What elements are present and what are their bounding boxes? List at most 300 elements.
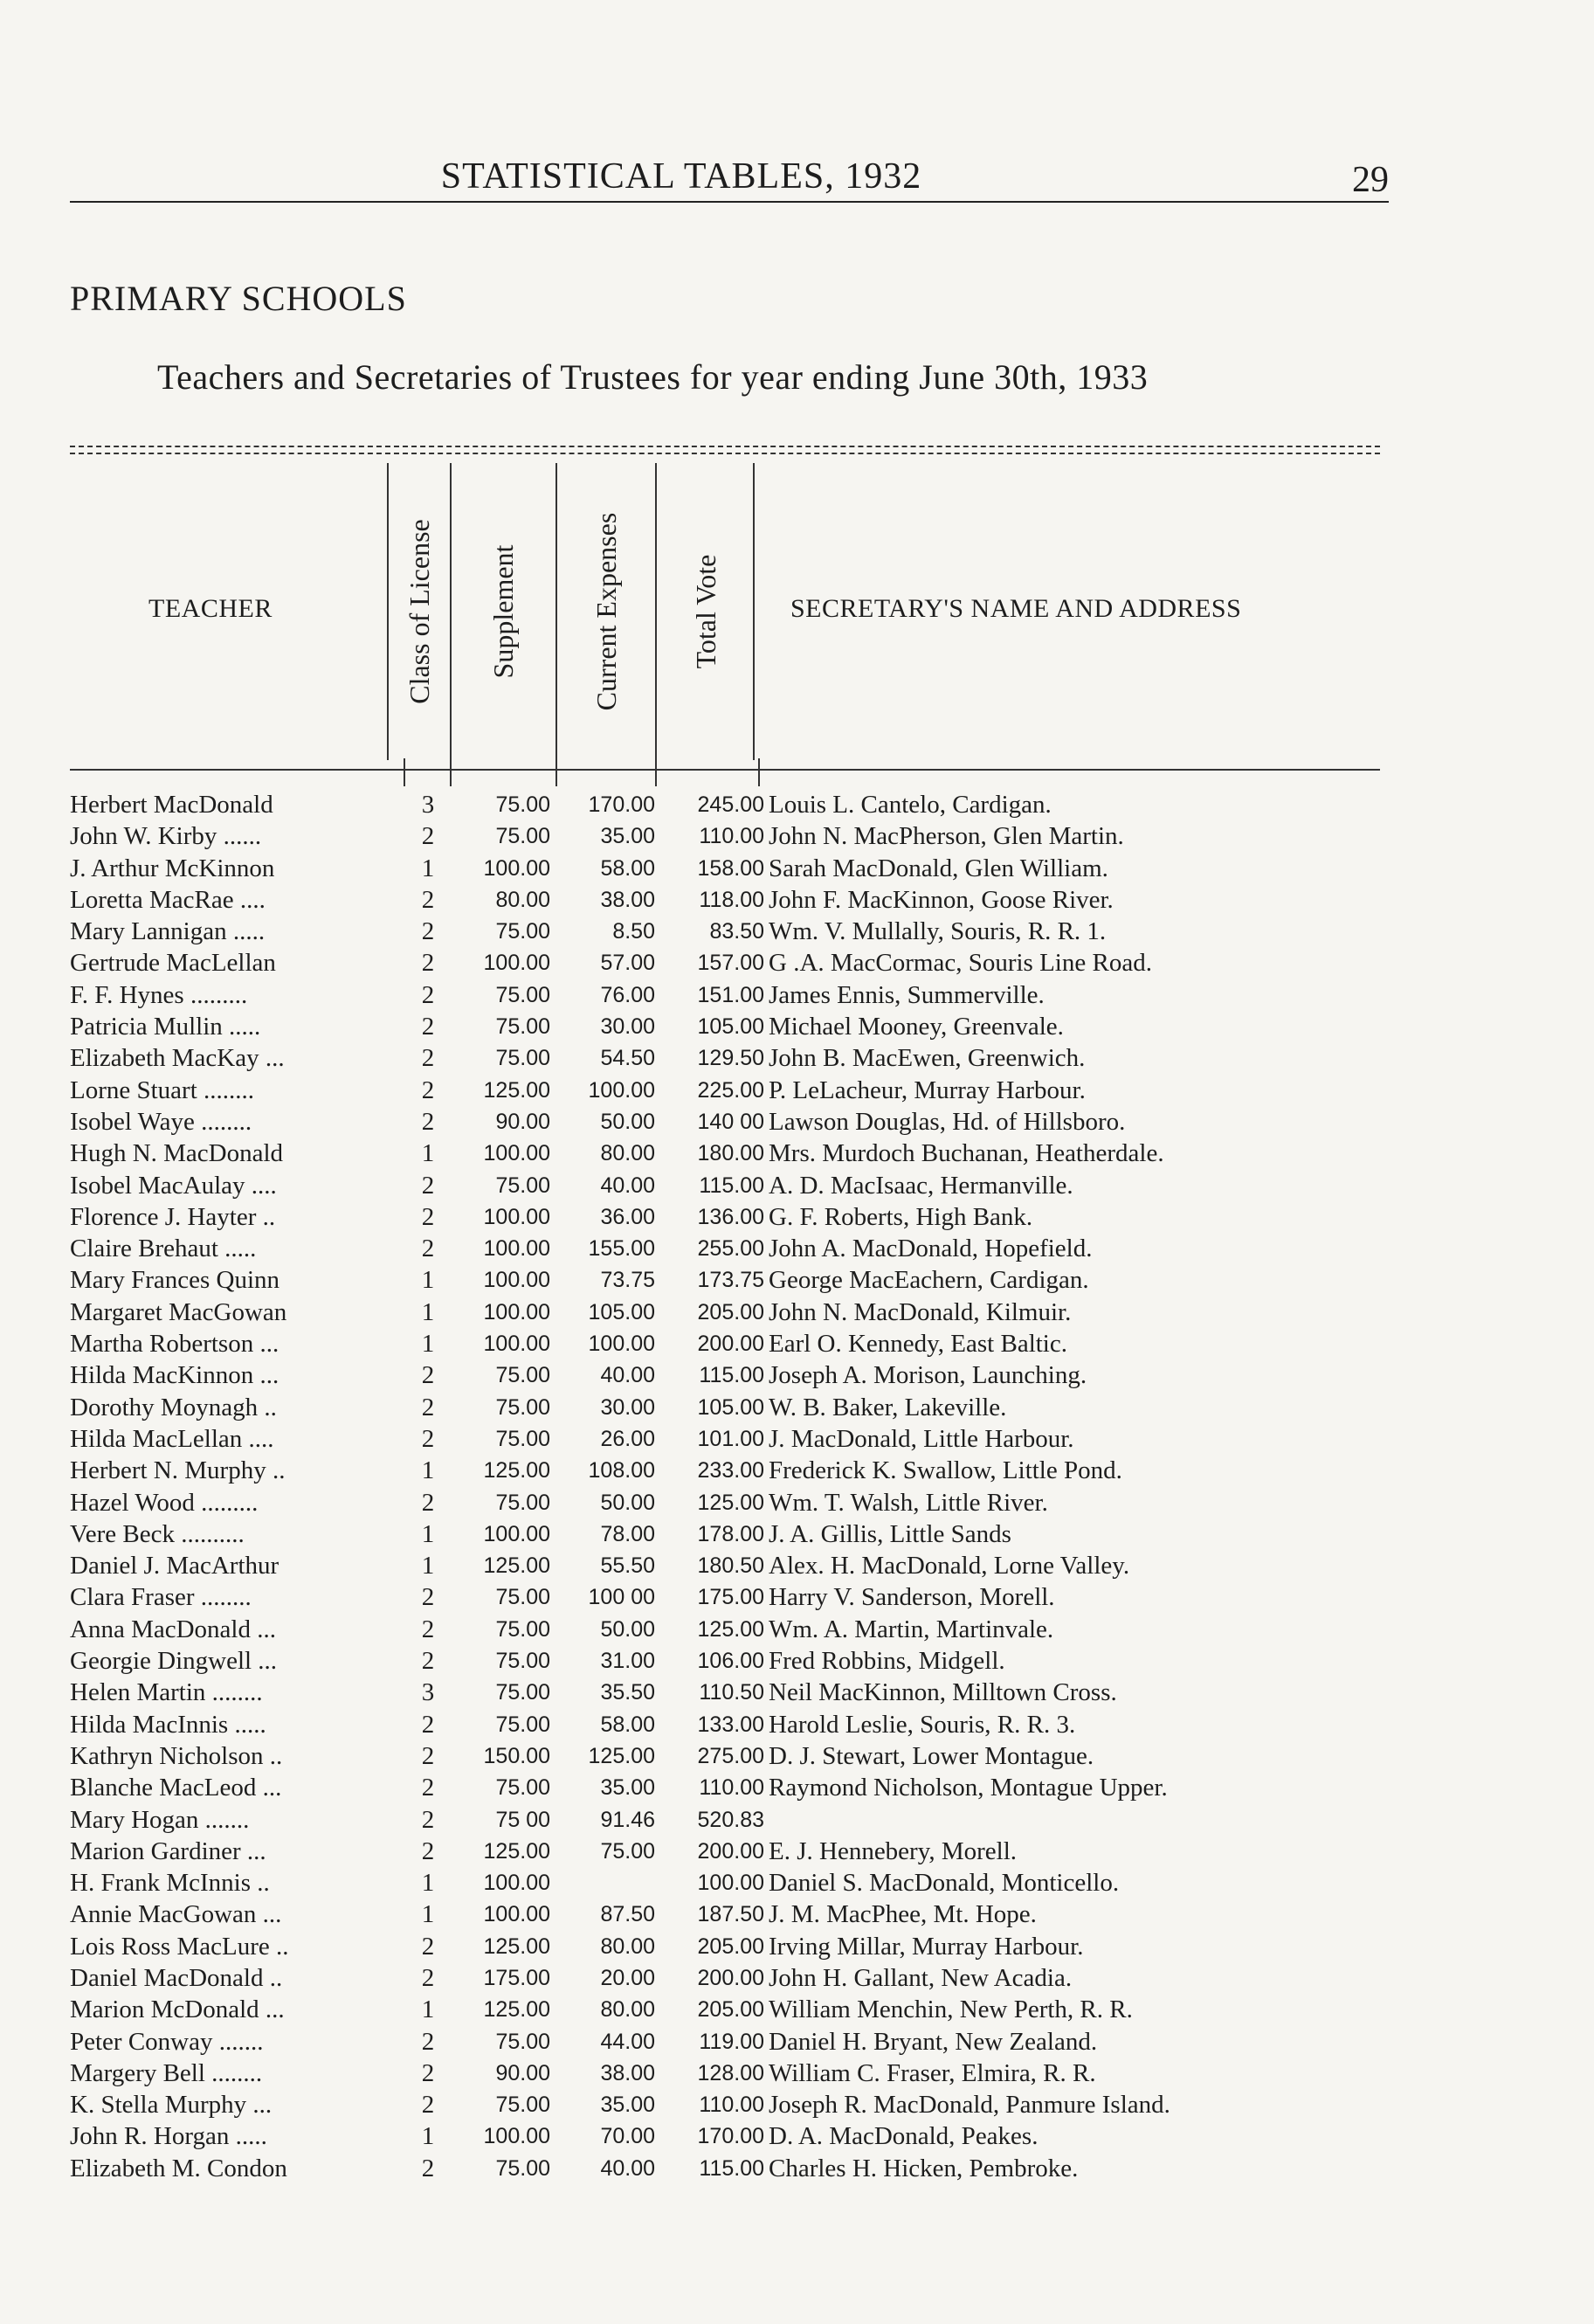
total-vote-value: 205.00 bbox=[697, 1933, 764, 1959]
total-vote-value: 180.00 bbox=[697, 1141, 764, 1166]
class-of-license: 2 bbox=[421, 1044, 435, 1073]
class-of-license: 3 bbox=[421, 791, 435, 819]
total-vote-value: 157.00 bbox=[697, 951, 764, 976]
secretary-name-address: E. J. Hennebery, Morell. bbox=[769, 1836, 1018, 1865]
secretary-name-address: John N. MacPherson, Glen Martin. bbox=[769, 822, 1124, 851]
teacher-name: Florence J. Hayter .. bbox=[70, 1202, 276, 1231]
supplement-value: 75.00 bbox=[495, 1712, 550, 1737]
total-vote-value: 101.00 bbox=[697, 1426, 764, 1451]
class-of-license: 2 bbox=[421, 1235, 435, 1263]
class-of-license: 2 bbox=[421, 1424, 435, 1453]
total-vote-value: 173.75 bbox=[697, 1268, 764, 1293]
teacher-name: Anna MacDonald ... bbox=[70, 1615, 276, 1643]
teacher-name: Loretta MacRae .... bbox=[70, 885, 266, 914]
class-of-license: 2 bbox=[421, 1647, 435, 1676]
teacher-name: Marion McDonald ... bbox=[70, 1995, 285, 2024]
current-expenses-value: 108.00 bbox=[588, 1458, 655, 1484]
column-tick bbox=[655, 758, 657, 786]
column-header-teacher: TEACHER bbox=[148, 594, 273, 623]
supplement-value: 75.00 bbox=[495, 1363, 550, 1388]
total-vote-value: 110.50 bbox=[699, 1680, 764, 1705]
current-expenses-value: 100.00 bbox=[588, 1077, 655, 1103]
teacher-name: Vere Beck .......... bbox=[70, 1519, 245, 1548]
class-of-license: 2 bbox=[421, 2091, 435, 2120]
table-row bbox=[0, 1455, 1594, 1486]
class-of-license: 2 bbox=[421, 1076, 435, 1104]
teacher-name: Margaret MacGowan bbox=[70, 1297, 287, 1326]
secretary-name-address: Wm. V. Mullally, Souris, R. R. 1. bbox=[769, 917, 1107, 946]
total-vote-value: 200.00 bbox=[697, 1331, 764, 1357]
class-of-license: 2 bbox=[421, 1805, 435, 1834]
total-vote-value: 128.00 bbox=[697, 2060, 764, 2085]
total-vote-value: 255.00 bbox=[697, 1236, 764, 1262]
table-row bbox=[0, 884, 1594, 916]
secretary-name-address: John B. MacEwen, Greenwich. bbox=[769, 1044, 1086, 1073]
table-row bbox=[0, 2058, 1594, 2089]
total-vote-value: 100.00 bbox=[697, 1871, 764, 1896]
class-of-license: 2 bbox=[421, 822, 435, 851]
table-row bbox=[0, 1899, 1594, 1930]
total-vote-value: 205.00 bbox=[697, 1299, 764, 1325]
current-expenses-value: 80.00 bbox=[600, 1997, 655, 2023]
current-expenses-value: 8.50 bbox=[612, 919, 655, 944]
class-of-license: 1 bbox=[421, 1519, 435, 1548]
secretary-name-address: Charles H. Hicken, Pembroke. bbox=[769, 2154, 1079, 2182]
supplement-value: 75.00 bbox=[495, 1046, 550, 1071]
supplement-value: 80.00 bbox=[495, 887, 550, 912]
supplement-value: 125.00 bbox=[483, 1997, 550, 2023]
column-divider bbox=[387, 463, 389, 760]
supplement-value: 75.00 bbox=[495, 919, 550, 944]
page-number: 29 bbox=[1352, 160, 1389, 200]
current-expenses-value: 78.00 bbox=[600, 1521, 655, 1546]
secretary-name-address: Louis L. Cantelo, Cardigan. bbox=[769, 791, 1052, 819]
teacher-name: Hazel Wood ......... bbox=[70, 1488, 259, 1517]
secretary-name-address: John H. Gallant, New Acadia. bbox=[769, 1963, 1073, 1992]
column-divider bbox=[753, 463, 755, 760]
class-of-license: 2 bbox=[421, 1836, 435, 1865]
supplement-value: 90.00 bbox=[495, 2060, 550, 2085]
supplement-value: 125.00 bbox=[483, 1838, 550, 1864]
class-of-license: 1 bbox=[421, 1995, 435, 2024]
teacher-name: John W. Kirby ...... bbox=[70, 822, 262, 851]
supplement-value: 75.00 bbox=[495, 1172, 550, 1198]
table-row bbox=[0, 1487, 1594, 1518]
supplement-value: 90.00 bbox=[495, 1109, 550, 1134]
table-row bbox=[0, 916, 1594, 947]
class-of-license: 2 bbox=[421, 949, 435, 978]
secretary-name-address: John N. MacDonald, Kilmuir. bbox=[769, 1297, 1072, 1326]
section-title: PRIMARY SCHOOLS bbox=[70, 279, 407, 318]
class-of-license: 2 bbox=[421, 1963, 435, 1992]
table-row bbox=[0, 1042, 1594, 1074]
table-row bbox=[0, 947, 1594, 979]
teacher-name: Herbert MacDonald bbox=[70, 791, 273, 819]
teacher-name: Helen Martin ........ bbox=[70, 1678, 263, 1707]
table-row bbox=[0, 2089, 1594, 2120]
teacher-name: Georgie Dingwell ... bbox=[70, 1647, 278, 1676]
secretary-name-address: Joseph A. Morison, Launching. bbox=[769, 1361, 1087, 1390]
class-of-license: 2 bbox=[421, 1583, 435, 1612]
supplement-value: 75.00 bbox=[495, 1014, 550, 1040]
supplement-value: 175.00 bbox=[483, 1965, 550, 1990]
class-of-license: 1 bbox=[421, 1266, 435, 1295]
secretary-name-address: Daniel H. Bryant, New Zealand. bbox=[769, 2027, 1098, 2056]
teacher-name: John R. Horgan ..... bbox=[70, 2122, 267, 2151]
current-expenses-value: 155.00 bbox=[588, 1236, 655, 1262]
total-vote-value: 115.00 bbox=[699, 1363, 764, 1388]
column-divider bbox=[555, 463, 557, 760]
table-row bbox=[0, 1614, 1594, 1645]
current-expenses-value: 91.46 bbox=[600, 1807, 655, 1832]
secretary-name-address: Wm. A. Martin, Martinvale. bbox=[769, 1615, 1054, 1643]
class-of-license: 3 bbox=[421, 1678, 435, 1707]
current-expenses-value: 26.00 bbox=[600, 1426, 655, 1451]
current-expenses-value: 40.00 bbox=[600, 1363, 655, 1388]
class-of-license: 2 bbox=[421, 1013, 435, 1041]
table-row bbox=[0, 853, 1594, 884]
teacher-name: Patricia Mullin ..... bbox=[70, 1013, 261, 1041]
table-row bbox=[0, 820, 1594, 852]
total-vote-value: 125.00 bbox=[697, 1490, 764, 1515]
supplement-value: 100.00 bbox=[483, 1299, 550, 1325]
supplement-value: 75.00 bbox=[495, 1680, 550, 1705]
current-expenses-value: 44.00 bbox=[600, 2029, 655, 2054]
total-vote-value: 275.00 bbox=[697, 1743, 764, 1768]
teacher-name: Hilda MacInnis ..... bbox=[70, 1710, 266, 1739]
table-row bbox=[0, 1359, 1594, 1391]
current-expenses-value: 36.00 bbox=[600, 1204, 655, 1229]
teacher-name: Peter Conway ....... bbox=[70, 2027, 264, 2056]
table-row bbox=[0, 1677, 1594, 1708]
current-expenses-value: 30.00 bbox=[600, 1394, 655, 1420]
table-row bbox=[0, 1423, 1594, 1455]
supplement-value: 150.00 bbox=[483, 1743, 550, 1768]
supplement-value: 125.00 bbox=[483, 1933, 550, 1959]
class-of-license: 2 bbox=[421, 885, 435, 914]
secretary-name-address: Harry V. Sanderson, Morell. bbox=[769, 1583, 1055, 1612]
supplement-value: 125.00 bbox=[483, 1077, 550, 1103]
table-row bbox=[0, 2120, 1594, 2152]
teacher-name: Annie MacGowan ... bbox=[70, 1900, 282, 1929]
table-row bbox=[0, 1233, 1594, 1264]
class-of-license: 2 bbox=[421, 2058, 435, 2087]
total-vote-value: 205.00 bbox=[697, 1997, 764, 2023]
column-header-total-vote: Total Vote bbox=[690, 554, 721, 669]
current-expenses-value: 87.50 bbox=[600, 1902, 655, 1927]
teacher-name: J. Arthur McKinnon bbox=[70, 854, 275, 882]
supplement-value: 75.00 bbox=[495, 792, 550, 817]
total-vote-value: 136.00 bbox=[697, 1204, 764, 1229]
class-of-license: 2 bbox=[421, 1774, 435, 1802]
class-of-license: 2 bbox=[421, 1932, 435, 1961]
total-vote-value: 133.00 bbox=[697, 1712, 764, 1737]
class-of-license: 2 bbox=[421, 980, 435, 1009]
supplement-value: 100.00 bbox=[483, 1871, 550, 1896]
table-row bbox=[0, 1518, 1594, 1550]
supplement-value: 100.00 bbox=[483, 951, 550, 976]
table-row bbox=[0, 789, 1594, 820]
teacher-name: Marion Gardiner ... bbox=[70, 1836, 266, 1865]
teacher-name: Isobel MacAulay .... bbox=[70, 1171, 277, 1200]
current-expenses-value: 30.00 bbox=[600, 1014, 655, 1040]
supplement-value: 100.00 bbox=[483, 1141, 550, 1166]
table-row bbox=[0, 1645, 1594, 1677]
total-vote-value: 178.00 bbox=[697, 1521, 764, 1546]
column-divider bbox=[655, 463, 657, 760]
class-of-license: 2 bbox=[421, 1171, 435, 1200]
teacher-name: Kathryn Nicholson .. bbox=[70, 1741, 283, 1770]
total-vote-value: 115.00 bbox=[699, 2155, 764, 2181]
class-of-license: 2 bbox=[421, 1202, 435, 1231]
current-expenses-value: 35.00 bbox=[600, 824, 655, 849]
teacher-name: Claire Brehaut ..... bbox=[70, 1235, 257, 1263]
current-expenses-value: 35.00 bbox=[600, 2092, 655, 2118]
column-tick bbox=[450, 758, 452, 786]
supplement-value: 75.00 bbox=[495, 1649, 550, 1674]
current-expenses-value: 73.75 bbox=[600, 1268, 655, 1293]
total-vote-value: 118.00 bbox=[699, 887, 764, 912]
total-vote-value: 180.50 bbox=[697, 1553, 764, 1579]
supplement-value: 75.00 bbox=[495, 1394, 550, 1420]
total-vote-value: 170.00 bbox=[697, 2124, 764, 2149]
current-expenses-value: 57.00 bbox=[600, 951, 655, 976]
teacher-name: K. Stella Murphy ... bbox=[70, 2091, 273, 2120]
class-of-license: 1 bbox=[421, 1297, 435, 1326]
table-subtitle: Teachers and Secretaries of Trustees for year ending June 30th, 1933 bbox=[157, 357, 1149, 397]
current-expenses-value: 105.00 bbox=[588, 1299, 655, 1325]
teacher-name: Elizabeth MacKay ... bbox=[70, 1044, 285, 1073]
table-row bbox=[0, 1931, 1594, 1962]
teacher-name: Mary Lannigan ..... bbox=[70, 917, 266, 946]
table-row bbox=[0, 1106, 1594, 1138]
table-row bbox=[0, 1772, 1594, 1803]
header-bottom-rule bbox=[70, 769, 1380, 771]
column-header-secretary: SECRETARY'S NAME AND ADDRESS bbox=[790, 594, 1242, 623]
current-expenses-value: 75.00 bbox=[600, 1838, 655, 1864]
current-expenses-value: 35.00 bbox=[600, 1775, 655, 1801]
class-of-license: 1 bbox=[421, 1330, 435, 1359]
current-expenses-value: 58.00 bbox=[600, 855, 655, 881]
secretary-name-address: Alex. H. MacDonald, Lorne Valley. bbox=[769, 1552, 1130, 1580]
class-of-license: 2 bbox=[421, 2027, 435, 2056]
total-vote-value: 129.50 bbox=[697, 1046, 764, 1071]
table-row bbox=[0, 1201, 1594, 1233]
supplement-value: 100.00 bbox=[483, 1268, 550, 1293]
secretary-name-address: Irving Millar, Murray Harbour. bbox=[769, 1932, 1084, 1961]
total-vote-value: 175.00 bbox=[697, 1585, 764, 1610]
teacher-name: Hugh N. MacDonald bbox=[70, 1139, 284, 1168]
class-of-license: 1 bbox=[421, 1900, 435, 1929]
current-expenses-value: 38.00 bbox=[600, 2060, 655, 2085]
class-of-license: 2 bbox=[421, 1361, 435, 1390]
current-expenses-value: 50.00 bbox=[600, 1490, 655, 1515]
teacher-name: H. Frank McInnis .. bbox=[70, 1869, 270, 1898]
secretary-name-address: Fred Robbins, Midgell. bbox=[769, 1647, 1005, 1676]
teacher-name: Clara Fraser ........ bbox=[70, 1583, 252, 1612]
secretary-name-address: Raymond Nicholson, Montague Upper. bbox=[769, 1774, 1168, 1802]
current-expenses-value: 76.00 bbox=[600, 982, 655, 1007]
current-expenses-value: 58.00 bbox=[600, 1712, 655, 1737]
total-vote-value: 187.50 bbox=[697, 1902, 764, 1927]
table-row bbox=[0, 1804, 1594, 1836]
teacher-name: Blanche MacLeod ... bbox=[70, 1774, 282, 1802]
running-head bbox=[70, 147, 1389, 203]
current-expenses-value: 40.00 bbox=[600, 1172, 655, 1198]
secretary-name-address: P. LeLacheur, Murray Harbour. bbox=[769, 1076, 1086, 1104]
table-row bbox=[0, 1264, 1594, 1296]
supplement-value: 75.00 bbox=[495, 2029, 550, 2054]
class-of-license: 2 bbox=[421, 1393, 435, 1421]
total-vote-value: 119.00 bbox=[699, 2029, 764, 2054]
table-row bbox=[0, 1011, 1594, 1042]
secretary-name-address: Daniel S. MacDonald, Monticello. bbox=[769, 1869, 1120, 1898]
table-row bbox=[0, 2153, 1594, 2184]
secretary-name-address: Earl O. Kennedy, East Baltic. bbox=[769, 1330, 1067, 1359]
teacher-name: Lois Ross MacLure .. bbox=[70, 1932, 289, 1961]
supplement-value: 125.00 bbox=[483, 1553, 550, 1579]
secretary-name-address: J. M. MacPhee, Mt. Hope. bbox=[769, 1900, 1037, 1929]
secretary-name-address: William Menchin, New Perth, R. R. bbox=[769, 1995, 1133, 2024]
supplement-value: 75.00 bbox=[495, 1616, 550, 1642]
secretary-name-address: William C. Fraser, Elmira, R. R. bbox=[769, 2058, 1096, 2087]
current-expenses-value: 80.00 bbox=[600, 1141, 655, 1166]
secretary-name-address: Wm. T. Walsh, Little River. bbox=[769, 1488, 1048, 1517]
current-expenses-value: 100 00 bbox=[588, 1585, 655, 1610]
current-expenses-value: 50.00 bbox=[600, 1616, 655, 1642]
total-vote-value: 83.50 bbox=[709, 919, 764, 944]
table-row bbox=[0, 1709, 1594, 1740]
total-vote-value: 110.00 bbox=[699, 1775, 764, 1801]
secretary-name-address: A. D. MacIsaac, Hermanville. bbox=[769, 1171, 1073, 1200]
table-row bbox=[0, 1581, 1594, 1613]
current-expenses-value: 70.00 bbox=[600, 2124, 655, 2149]
secretary-name-address: Joseph R. MacDonald, Panmure Island. bbox=[769, 2091, 1170, 2120]
teacher-name: Lorne Stuart ........ bbox=[70, 1076, 255, 1104]
class-of-license: 1 bbox=[421, 1139, 435, 1168]
total-vote-value: 110.00 bbox=[699, 824, 764, 849]
current-expenses-value: 54.50 bbox=[600, 1046, 655, 1071]
total-vote-value: 225.00 bbox=[697, 1077, 764, 1103]
current-expenses-value: 55.50 bbox=[600, 1553, 655, 1579]
total-vote-value: 158.00 bbox=[697, 855, 764, 881]
secretary-name-address: D. J. Stewart, Lower Montague. bbox=[769, 1741, 1094, 1770]
table-row bbox=[0, 1740, 1594, 1772]
header-top-rule bbox=[70, 446, 1380, 454]
supplement-value: 75 00 bbox=[495, 1807, 550, 1832]
table-row bbox=[0, 1297, 1594, 1328]
supplement-value: 75.00 bbox=[495, 824, 550, 849]
total-vote-value: 200.00 bbox=[697, 1838, 764, 1864]
table-row bbox=[0, 1962, 1594, 1994]
supplement-value: 100.00 bbox=[483, 855, 550, 881]
column-tick bbox=[758, 758, 760, 786]
column-tick bbox=[404, 758, 405, 786]
table-row bbox=[0, 2026, 1594, 2058]
teacher-name: Herbert N. Murphy .. bbox=[70, 1456, 286, 1485]
teacher-name: Mary Frances Quinn bbox=[70, 1266, 280, 1295]
total-vote-value: 110.00 bbox=[699, 2092, 764, 2118]
supplement-value: 100.00 bbox=[483, 1331, 550, 1357]
secretary-name-address: James Ennis, Summerville. bbox=[769, 980, 1045, 1009]
secretary-name-address: Frederick K. Swallow, Little Pond. bbox=[769, 1456, 1122, 1485]
table-row bbox=[0, 1138, 1594, 1169]
current-expenses-value: 35.50 bbox=[600, 1680, 655, 1705]
column-header-class-of-license: Class of License bbox=[404, 519, 435, 704]
teacher-name: Dorothy Moynagh .. bbox=[70, 1393, 277, 1421]
current-expenses-value: 38.00 bbox=[600, 887, 655, 912]
running-title: STATISTICAL TABLES, 1932 bbox=[440, 156, 922, 197]
secretary-name-address: W. B. Baker, Lakeville. bbox=[769, 1393, 1007, 1421]
class-of-license: 2 bbox=[421, 1741, 435, 1770]
total-vote-value: 105.00 bbox=[697, 1014, 764, 1040]
class-of-license: 1 bbox=[421, 854, 435, 882]
class-of-license: 2 bbox=[421, 1710, 435, 1739]
supplement-value: 75.00 bbox=[495, 2155, 550, 2181]
total-vote-value: 105.00 bbox=[697, 1394, 764, 1420]
column-divider bbox=[450, 463, 452, 760]
total-vote-value: 140 00 bbox=[697, 1109, 764, 1134]
class-of-license: 1 bbox=[421, 1552, 435, 1580]
supplement-value: 100.00 bbox=[483, 2124, 550, 2149]
current-expenses-value: 40.00 bbox=[600, 2155, 655, 2181]
secretary-name-address: G. F. Roberts, High Bank. bbox=[769, 1202, 1033, 1231]
secretary-name-address: J. A. Gillis, Little Sands bbox=[769, 1519, 1011, 1548]
current-expenses-value: 125.00 bbox=[588, 1743, 655, 1768]
supplement-value: 75.00 bbox=[495, 1426, 550, 1451]
class-of-license: 1 bbox=[421, 1869, 435, 1898]
current-expenses-value: 31.00 bbox=[600, 1649, 655, 1674]
column-header-supplement: Supplement bbox=[487, 544, 519, 679]
table-row bbox=[0, 1867, 1594, 1899]
supplement-value: 125.00 bbox=[483, 1458, 550, 1484]
total-vote-value: 200.00 bbox=[697, 1965, 764, 1990]
current-expenses-value: 80.00 bbox=[600, 1933, 655, 1959]
table-body bbox=[0, 789, 1594, 2184]
class-of-license: 2 bbox=[421, 1107, 435, 1136]
current-expenses-value: 100.00 bbox=[588, 1331, 655, 1357]
teacher-name: Hilda MacLellan .... bbox=[70, 1424, 274, 1453]
class-of-license: 1 bbox=[421, 2122, 435, 2151]
class-of-license: 2 bbox=[421, 2154, 435, 2182]
teacher-name: Hilda MacKinnon ... bbox=[70, 1361, 279, 1390]
table-row bbox=[0, 1550, 1594, 1581]
table-row bbox=[0, 979, 1594, 1011]
teacher-name: Martha Robertson ... bbox=[70, 1330, 279, 1359]
class-of-license: 2 bbox=[421, 917, 435, 946]
total-vote-value: 125.00 bbox=[697, 1616, 764, 1642]
secretary-name-address: Mrs. Murdoch Buchanan, Heatherdale. bbox=[769, 1139, 1164, 1168]
secretary-name-address: John F. MacKinnon, Goose River. bbox=[769, 885, 1114, 914]
total-vote-value: 245.00 bbox=[697, 792, 764, 817]
supplement-value: 75.00 bbox=[495, 1775, 550, 1801]
table-row bbox=[0, 1836, 1594, 1867]
current-expenses-value: 170.00 bbox=[588, 792, 655, 817]
total-vote-value: 233.00 bbox=[697, 1458, 764, 1484]
table-row bbox=[0, 1170, 1594, 1201]
class-of-license: 2 bbox=[421, 1615, 435, 1643]
secretary-name-address: G .A. MacCormac, Souris Line Road. bbox=[769, 949, 1152, 978]
table-row bbox=[0, 1328, 1594, 1359]
column-tick bbox=[555, 758, 557, 786]
current-expenses-value: 50.00 bbox=[600, 1109, 655, 1134]
secretary-name-address: J. MacDonald, Little Harbour. bbox=[769, 1424, 1074, 1453]
table-row bbox=[0, 1392, 1594, 1423]
total-vote-value: 106.00 bbox=[697, 1649, 764, 1674]
total-vote-value: 520.83 bbox=[697, 1807, 764, 1832]
column-header-current-expenses: Current Expenses bbox=[590, 512, 622, 711]
teacher-name: Elizabeth M. Condon bbox=[70, 2154, 287, 2182]
